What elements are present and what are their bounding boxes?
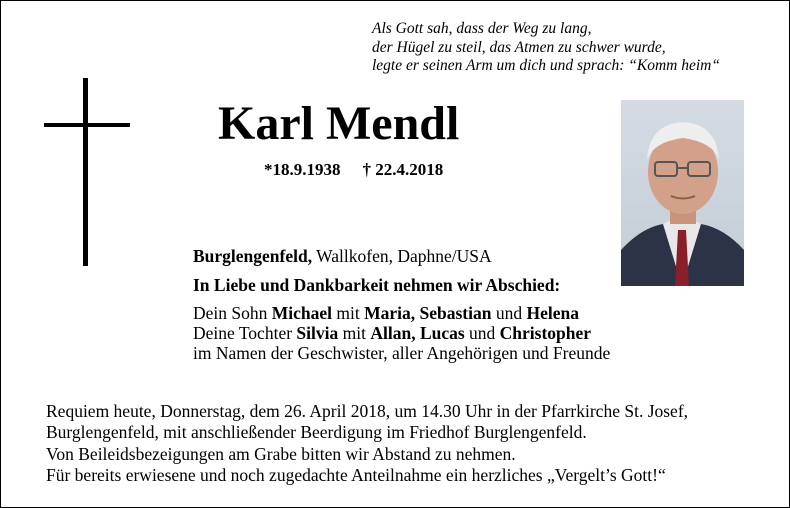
- location-rest: Wallkofen, Daphne/USA: [312, 246, 492, 266]
- requiem-line: Burglengenfeld, mit anschließender Beerdigung im Friedhof Burglengenfeld.: [46, 422, 587, 442]
- life-dates: [264, 160, 443, 180]
- requiem-info: [46, 401, 688, 443]
- family-line-relatives: im Namen der Geschwister, aller Angehörigen und Freunde: [193, 343, 611, 363]
- poem-line: legte er seinen Arm um dich und sprach: “Komm heim“: [372, 57, 721, 74]
- poem-line: Als Gott sah, dass der Weg zu lang,: [372, 20, 592, 37]
- location-line: [193, 246, 492, 266]
- portrait-photo: [621, 100, 744, 286]
- condolence-note: [46, 444, 666, 486]
- requiem-line: Requiem heute, Donnerstag, dem 26. April 2018, um 14.30 Uhr in der Pfarrkirche St. Josef,: [46, 401, 689, 421]
- note-line: Für bereits erwiesene und noch zugedachte Anteilnahme ein herzliches „Vergelt’s Gott!“: [46, 465, 666, 485]
- note-line: Von Beileidsbezeigungen am Grabe bitten wir Abstand zu nehmen.: [46, 444, 516, 464]
- poem-line: der Hügel zu steil, das Atmen zu schwer wurde,: [372, 38, 666, 56]
- farewell-heading: In Liebe und Dankbarkeit nehmen wir Abschied:: [193, 275, 561, 295]
- family-line-daughter: Deine Tochter Silvia mit Allan, Lucas und Christopher: [193, 323, 592, 343]
- deceased-name: Karl Mendl: [218, 97, 460, 150]
- poem-verse: [372, 20, 772, 76]
- family-line-son: Dein Sohn Michael mit Maria, Sebastian und Helena: [193, 303, 579, 323]
- cross-icon: [44, 78, 130, 266]
- birth-date: *18.9.1938: [264, 160, 341, 179]
- family-list: [193, 303, 610, 363]
- death-date: † 22.4.2018: [362, 160, 444, 179]
- location-town: Burglengenfeld,: [193, 246, 313, 266]
